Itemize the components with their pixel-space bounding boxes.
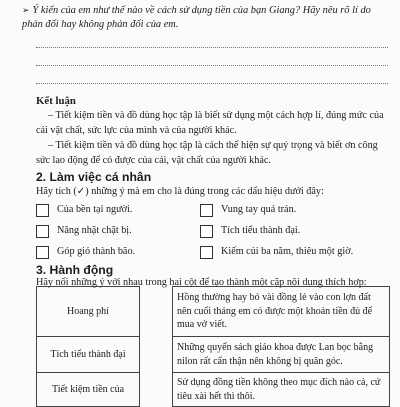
conclusion-paragraph-text: – Tiết kiệm tiền và đồ dùng học tập là cách thể hiện sự quý trọng và biết ơn công sức lao động để có được của cải, vật chất của người khác.: [36, 140, 378, 166]
answer-line[interactable]: [36, 47, 388, 48]
section-title: 3. Hành động: [36, 263, 114, 277]
option-checkbox[interactable]: [36, 246, 49, 259]
reflection-question: [22, 3, 394, 32]
right-column-cell[interactable]: Những quyển sách giáo khoa được Lan bọc bằng nilon rất cẩn thận nên không bị quăn góc.: [173, 337, 390, 373]
connector-space: [140, 337, 173, 373]
left-column-cell[interactable]: Hoang phí: [37, 287, 140, 337]
section-instruction: Hãy tích (✓) những ý mà em cho là đúng trong các dấu hiệu dưới đây:: [36, 186, 324, 197]
section-instruction: Hãy nối những ý với nhau trong hai cột để tạo thành một cặp nội dung thích hợp:: [36, 277, 367, 288]
option-checkbox[interactable]: [36, 225, 49, 238]
right-column-cell[interactable]: Hồng thường hay bỏ vài đồng lẻ vào con lợn đất nên cuối tháng em có được một khoản tiền đủ để mua vở viết.: [173, 287, 390, 337]
connector-space: [140, 287, 173, 337]
answer-line[interactable]: [36, 83, 388, 84]
option-label: Vung tay quá trán.: [221, 204, 297, 215]
left-column-cell[interactable]: Tích tiểu thành đại: [37, 337, 140, 373]
conclusion-heading: Kết luận: [36, 95, 76, 107]
right-column-cell[interactable]: Sử dụng đồng tiền không theo mục đích nào cả, cứ tiêu xài hết thì thôi.: [173, 373, 390, 407]
option-checkbox[interactable]: [200, 225, 213, 238]
option-checkbox[interactable]: [200, 204, 213, 217]
matching-row: [37, 373, 390, 407]
matching-row: [37, 287, 390, 337]
section-title: 2. Làm việc cá nhân: [36, 170, 152, 184]
conclusion-paragraph-text: – Tiết kiệm tiền và đồ dùng học tập là biết sử dụng một cách hợp lí, đúng mức của cải vật chất, sức lực của mình và của người khác.: [36, 110, 384, 136]
answer-line[interactable]: [36, 65, 388, 66]
option-label: Của bền tại người.: [57, 204, 133, 215]
option-label: Tích tiểu thành đại.: [221, 225, 301, 236]
conclusion-paragraph: [36, 139, 388, 168]
matching-table: [36, 286, 390, 407]
option-label: Góp gió thành bão.: [57, 246, 136, 257]
option-label: Năng nhặt chặt bị.: [57, 225, 132, 236]
option-checkbox[interactable]: [200, 246, 213, 259]
option-label: Kiếm củi ba năm, thiêu một giờ.: [221, 246, 354, 257]
left-column-cell[interactable]: Tiết kiệm tiền của: [37, 373, 140, 407]
connector-space: [140, 373, 173, 407]
arrow-bullet-icon: ➢: [22, 5, 30, 15]
option-checkbox[interactable]: [36, 204, 49, 217]
question-text: Ý kiến của em như thế nào về cách sử dụng tiền của bạn Giang? Hãy nêu rõ lí do phản đối hay không phản đối của em.: [22, 5, 371, 30]
matching-row: [37, 337, 390, 373]
conclusion-paragraph: [36, 109, 388, 138]
